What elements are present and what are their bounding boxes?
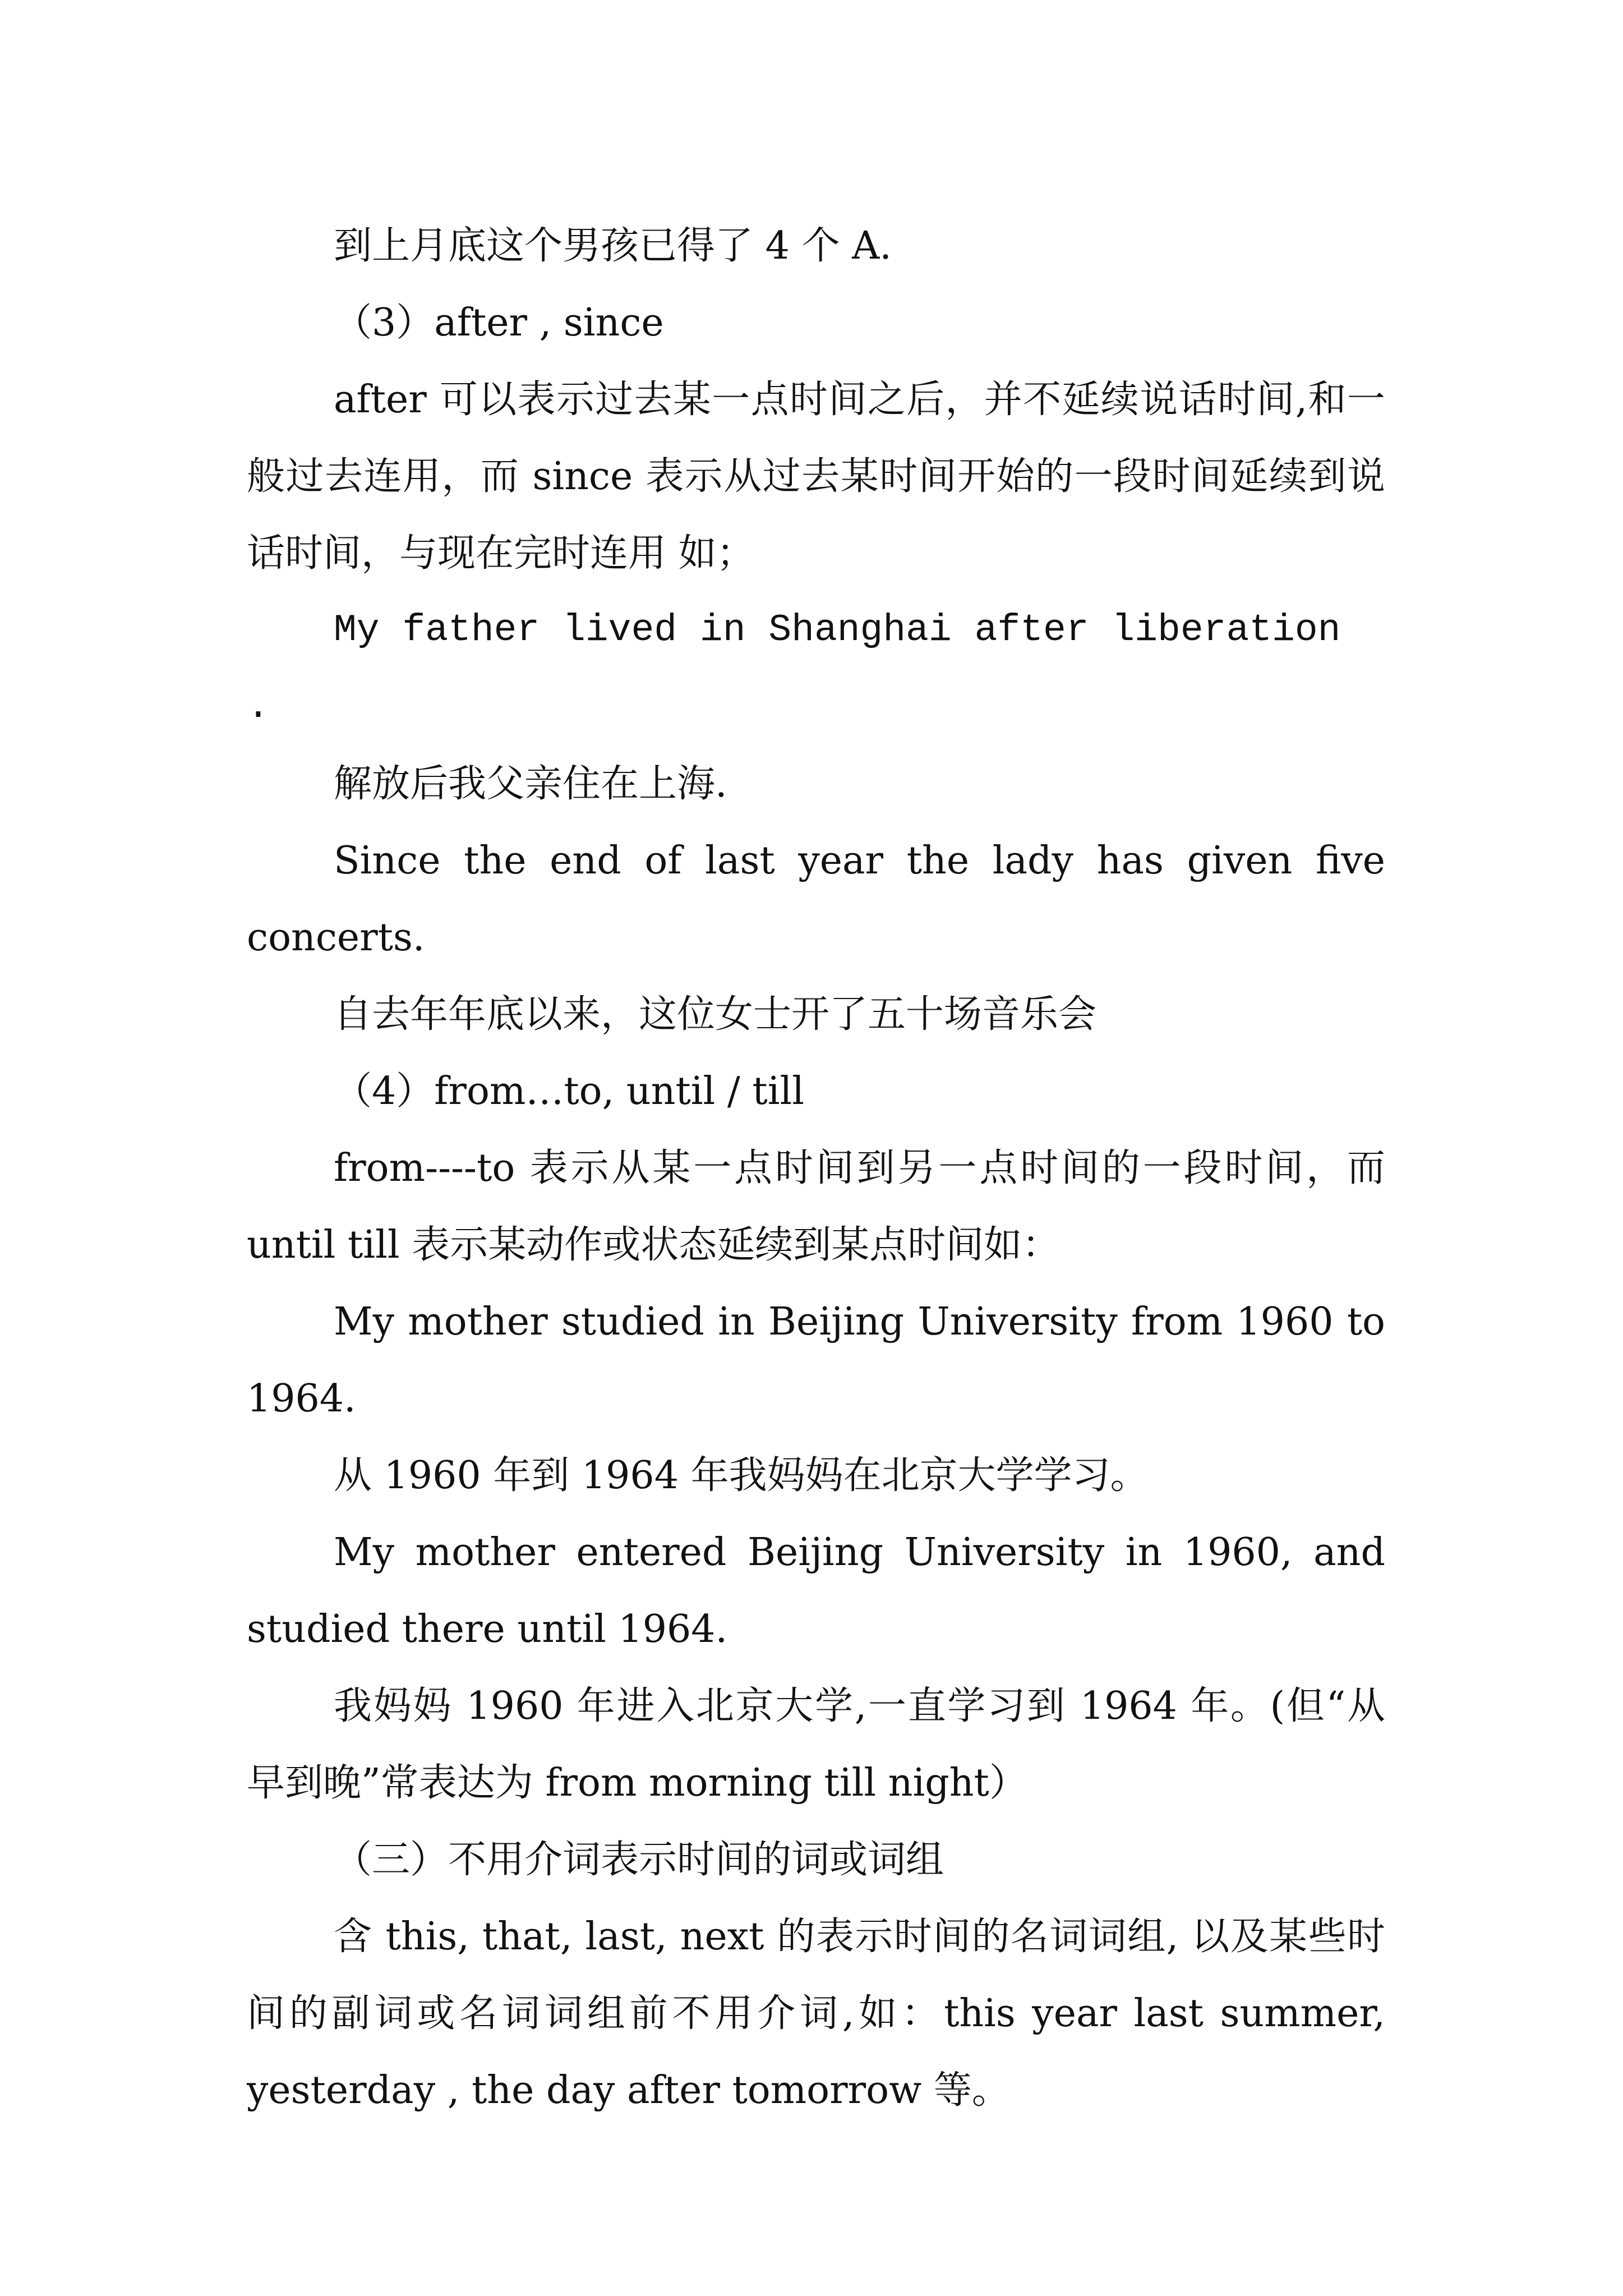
paragraph-13: 我妈妈 1960 年进入北京大学,一直学习到 1964 年。(但“从早到晚”常表达为 from morning till night） — [247, 1684, 1385, 1805]
paragraph-8: （4）from…to, until / till — [334, 1069, 804, 1114]
paragraph-12: My mother entered Beijing University in 1960, and studied there until 1964. — [247, 1530, 1385, 1651]
paragraph-7: 自去年年底以来，这位女士开了五十场音乐会 — [334, 992, 1097, 1037]
paragraph-1: 到上月底这个男孩已得了 4 个 A. — [334, 224, 892, 268]
paragraph-4: My father lived in Shanghai after liberation . — [247, 609, 1341, 729]
paragraph-9: from----to 表示从某一点时间到另一点时间的一段时间，而 until till 表示某动作或状态延续到某点时间如： — [247, 1146, 1385, 1267]
document-body — [247, 208, 1385, 2129]
paragraph-6: Since the end of last year the lady has given five concerts. — [247, 839, 1385, 960]
paragraph-14: （三）不用介词表示时间的词或词组 — [334, 1838, 944, 1882]
paragraph-11: 从 1960 年到 1964 年我妈妈在北京大学学习。 — [334, 1453, 1149, 1498]
paragraph-2: （3）after , since — [334, 301, 664, 345]
paragraph-10: My mother studied in Beijing University from 1960 to 1964. — [247, 1300, 1385, 1421]
paragraph-3: after 可以表示过去某一点时间之后，并不延续说话时间,和一般过去连用，而 since 表示从过去某时间开始的一段时间延续到说话时间，与现在完时连用 如； — [247, 378, 1385, 576]
paragraph-15: 含 this, that, last, next 的表示时间的名词词组, 以及某些时间的副词或名词词组前不用介词,如：this year last summer, yesterday , the day after tomorrow 等。 — [247, 1915, 1385, 2113]
paragraph-5: 解放后我父亲住在上海. — [334, 762, 727, 806]
